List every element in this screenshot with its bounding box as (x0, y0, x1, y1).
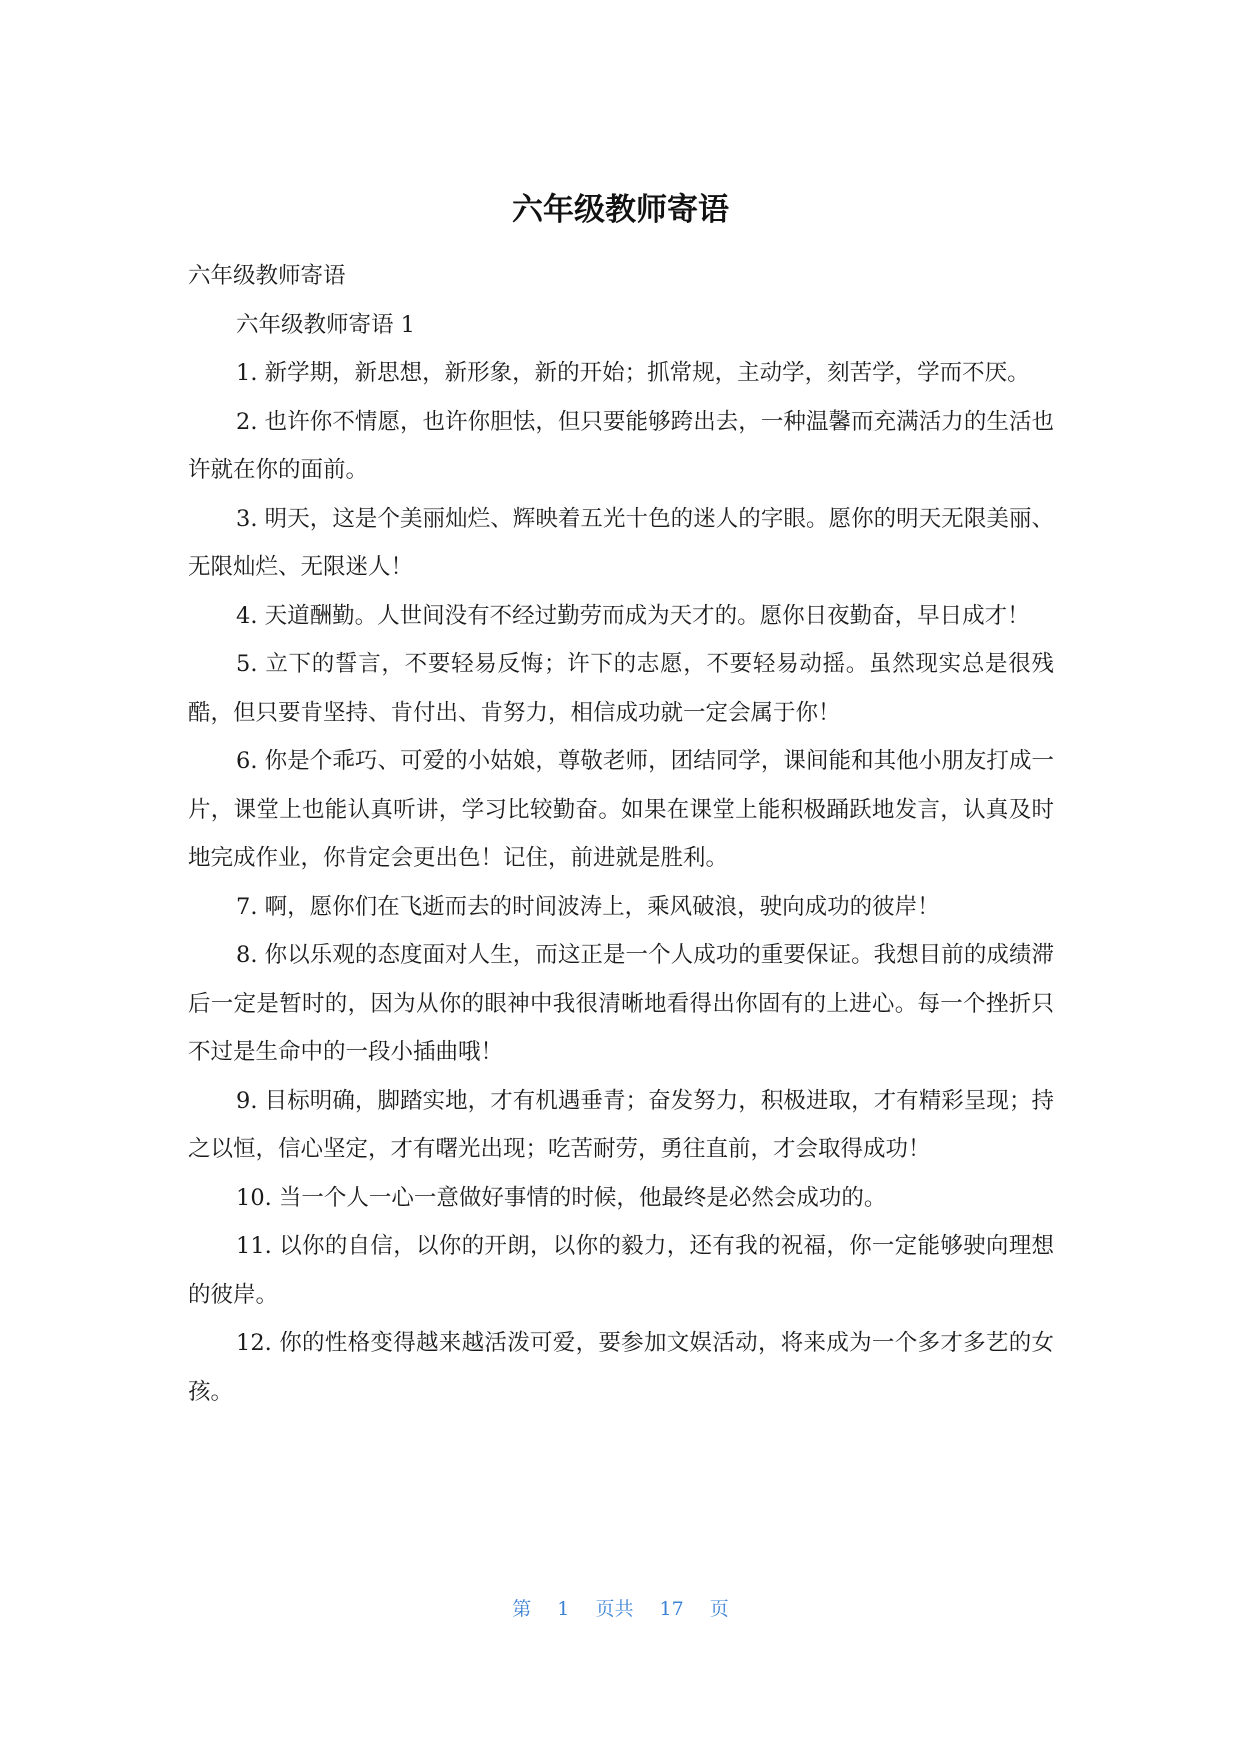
footer-current-page: 1 (557, 1598, 570, 1620)
paragraph: 2. 也许你不情愿，也许你胆怯，但只要能够跨出去，一种温馨而充满活力的生活也许就在你的面前。 (188, 408, 1054, 483)
page-footer (0, 1595, 1241, 1623)
section-heading: 六年级教师寄语 1 (236, 311, 415, 338)
paragraph: 3. 明天，这是个美丽灿烂、辉映着五光十色的迷人的字眼。愿你的明天无限美丽、无限灿烂、无限迷人！ (188, 505, 1054, 580)
paragraph: 9. 目标明确，脚踏实地，才有机遇垂青；奋发努力，积极进取，才有精彩呈现；持之以恒，信心坚定，才有曙光出现；吃苦耐劳，勇往直前，才会取得成功！ (188, 1087, 1054, 1162)
footer-total-pages: 17 (659, 1598, 684, 1620)
paragraph: 12. 你的性格变得越来越活泼可爱，要参加文娱活动，将来成为一个多才多艺的女孩。 (188, 1330, 1054, 1405)
paragraph: 11. 以你的自信，以你的开朗，以你的毅力，还有我的祝福，你一定能够驶向理想的彼岸。 (188, 1233, 1054, 1308)
paragraph: 7. 啊，愿你们在飞逝而去的时间波涛上，乘风破浪，驶向成功的彼岸！ (236, 893, 940, 920)
paragraph: 5. 立下的誓言，不要轻易反悔；许下的志愿，不要轻易动摇。虽然现实总是很残酷，但只要肯坚持、肯付出、肯努力，相信成功就一定会属于你！ (188, 651, 1054, 726)
document-body (188, 252, 1054, 1416)
paragraph: 8. 你以乐观的态度面对人生，而这正是一个人成功的重要保证。我想目前的成绩滞后一定是暂时的，因为从你的眼神中我很清晰地看得出你固有的上进心。每一个挫折只不过是生命中的一段小插曲哦！ (188, 942, 1054, 1065)
paragraph: 6. 你是个乖巧、可爱的小姑娘，尊敬老师，团结同学，课间能和其他小朋友打成一片，课堂上也能认真听讲，学习比较勤奋。如果在课堂上能积极踊跃地发言，认真及时地完成作业，你肯定会更出色！记住，前进就是胜利。 (188, 748, 1054, 871)
footer-label-ye-gong: 页共 (595, 1598, 634, 1620)
footer-label-di: 第 (512, 1598, 532, 1620)
footer-label-ye: 页 (709, 1598, 729, 1620)
paragraph: 10. 当一个人一心一意做好事情的时候，他最终是必然会成功的。 (236, 1184, 887, 1211)
paragraph: 1. 新学期，新思想，新形象，新的开始；抓常规，主动学，刻苦学，学而不厌。 (236, 360, 1030, 386)
paragraph: 4. 天道酬勤。人世间没有不经过勤劳而成为天才的。愿你日夜勤奋，早日成才！ (236, 602, 1030, 629)
document-title: 六年级教师寄语 (512, 192, 729, 228)
intro-line: 六年级教师寄语 (188, 263, 346, 289)
